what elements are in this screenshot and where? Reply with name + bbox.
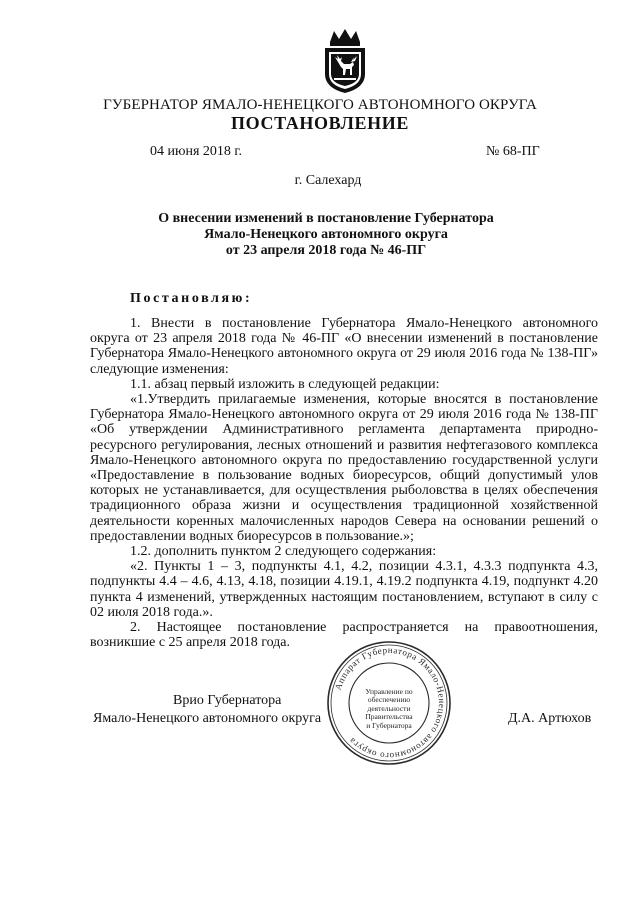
document-date: 04 июня 2018 г.	[150, 144, 243, 159]
seal-ring-text: Аппарат Губернатора Ямало-Ненецкого автономного округа	[332, 644, 448, 762]
seal-line: Управление по	[365, 687, 413, 696]
signatory-name: Д.А. Артюхов	[508, 711, 592, 726]
decree-word: Постановляю:	[130, 291, 253, 306]
title-line: Ямало-Ненецкого автономного округа	[204, 227, 448, 242]
signatory-title: Врио Губернатора	[173, 693, 282, 708]
seal-line: обеспечению	[367, 695, 411, 705]
paragraph: «2. Пункты 1 – 3, подпункты 4.1, 4.2, позиции 4.3.1, 4.3.3 подпункта 4.3, подпункты 4.4 – 4.6, 4.13, 4.18, позиции 4.19.1, 4.19.2 подпункта 4.19, подпункт 4.20 пункта 4 изменений, утвержденных настоящим постановлением, вступают в силу с 02 июля 2018 года.».	[90, 559, 598, 620]
paragraph: 1.2. дополнить пунктом 2 следующего содержания:	[130, 544, 437, 560]
seal-inner-text	[359, 688, 419, 730]
official-seal	[326, 640, 452, 766]
seal-line: Правительства	[365, 712, 413, 722]
document-city: г. Салехард	[294, 173, 362, 188]
seal-line: и Губернатора	[366, 720, 412, 730]
document-type: ПОСТАНОВЛЕНИЕ	[231, 113, 409, 133]
issuer-heading: ГУБЕРНАТОР ЯМАЛО-НЕНЕЦКОГО АВТОНОМНОГО ОКРУГА	[103, 97, 537, 113]
paragraph: «1.Утвердить прилагаемые изменения, которые вносятся в постановление Губернатора Ямало-Ненецкого автономного округа от 29 июля 2016 года № 138-ПГ «Об утверждении Административного регламента департамента природно-ресурсного регулирования, лесных отношений и развития нефтегазового комплекса Ямало-Ненецкого автономного округа по предоставлению государственной услуги «Предоставление в пользование водных биоресурсов, общий допустимый улов которых не устанавливается, для осуществления рыболовства в целях обеспечения традиционного образа жизни и осуществления традиционной хозяйственной деятельности коренных малочисленных народов Севера на основании решений о предоставлении водных биоресурсов в пользование.»;	[90, 392, 598, 544]
signatory-office: Ямало-Ненецкого автономного округа	[93, 711, 322, 726]
title-line: О внесении изменений в постановление Губернатора	[158, 211, 494, 226]
document-body	[90, 316, 598, 650]
paragraph: 1.1. абзац первый изложить в следующей редакции:	[130, 376, 440, 392]
document-number: № 68-ПГ	[486, 144, 540, 159]
coat-of-arms-icon	[320, 28, 370, 94]
document-title	[6, 211, 640, 259]
paragraph: 1. Внести в постановление Губернатора Ямало-Ненецкого автономного округа от 23 апреля 2018 года № 46-ПГ «О внесении изменений в постановление Губернатора Ямало-Ненецкого автономного округа от 29 июля 2016 года № 138-ПГ» следующие изменения:	[90, 316, 598, 377]
seal-line: деятельности	[367, 703, 411, 713]
title-line: от 23 апреля 2018 года № 46-ПГ	[225, 243, 427, 258]
paragraph: 2. Настоящее постановление распространяется на правоотношения, возникшие с 25 апреля 2018 года.	[90, 620, 598, 651]
